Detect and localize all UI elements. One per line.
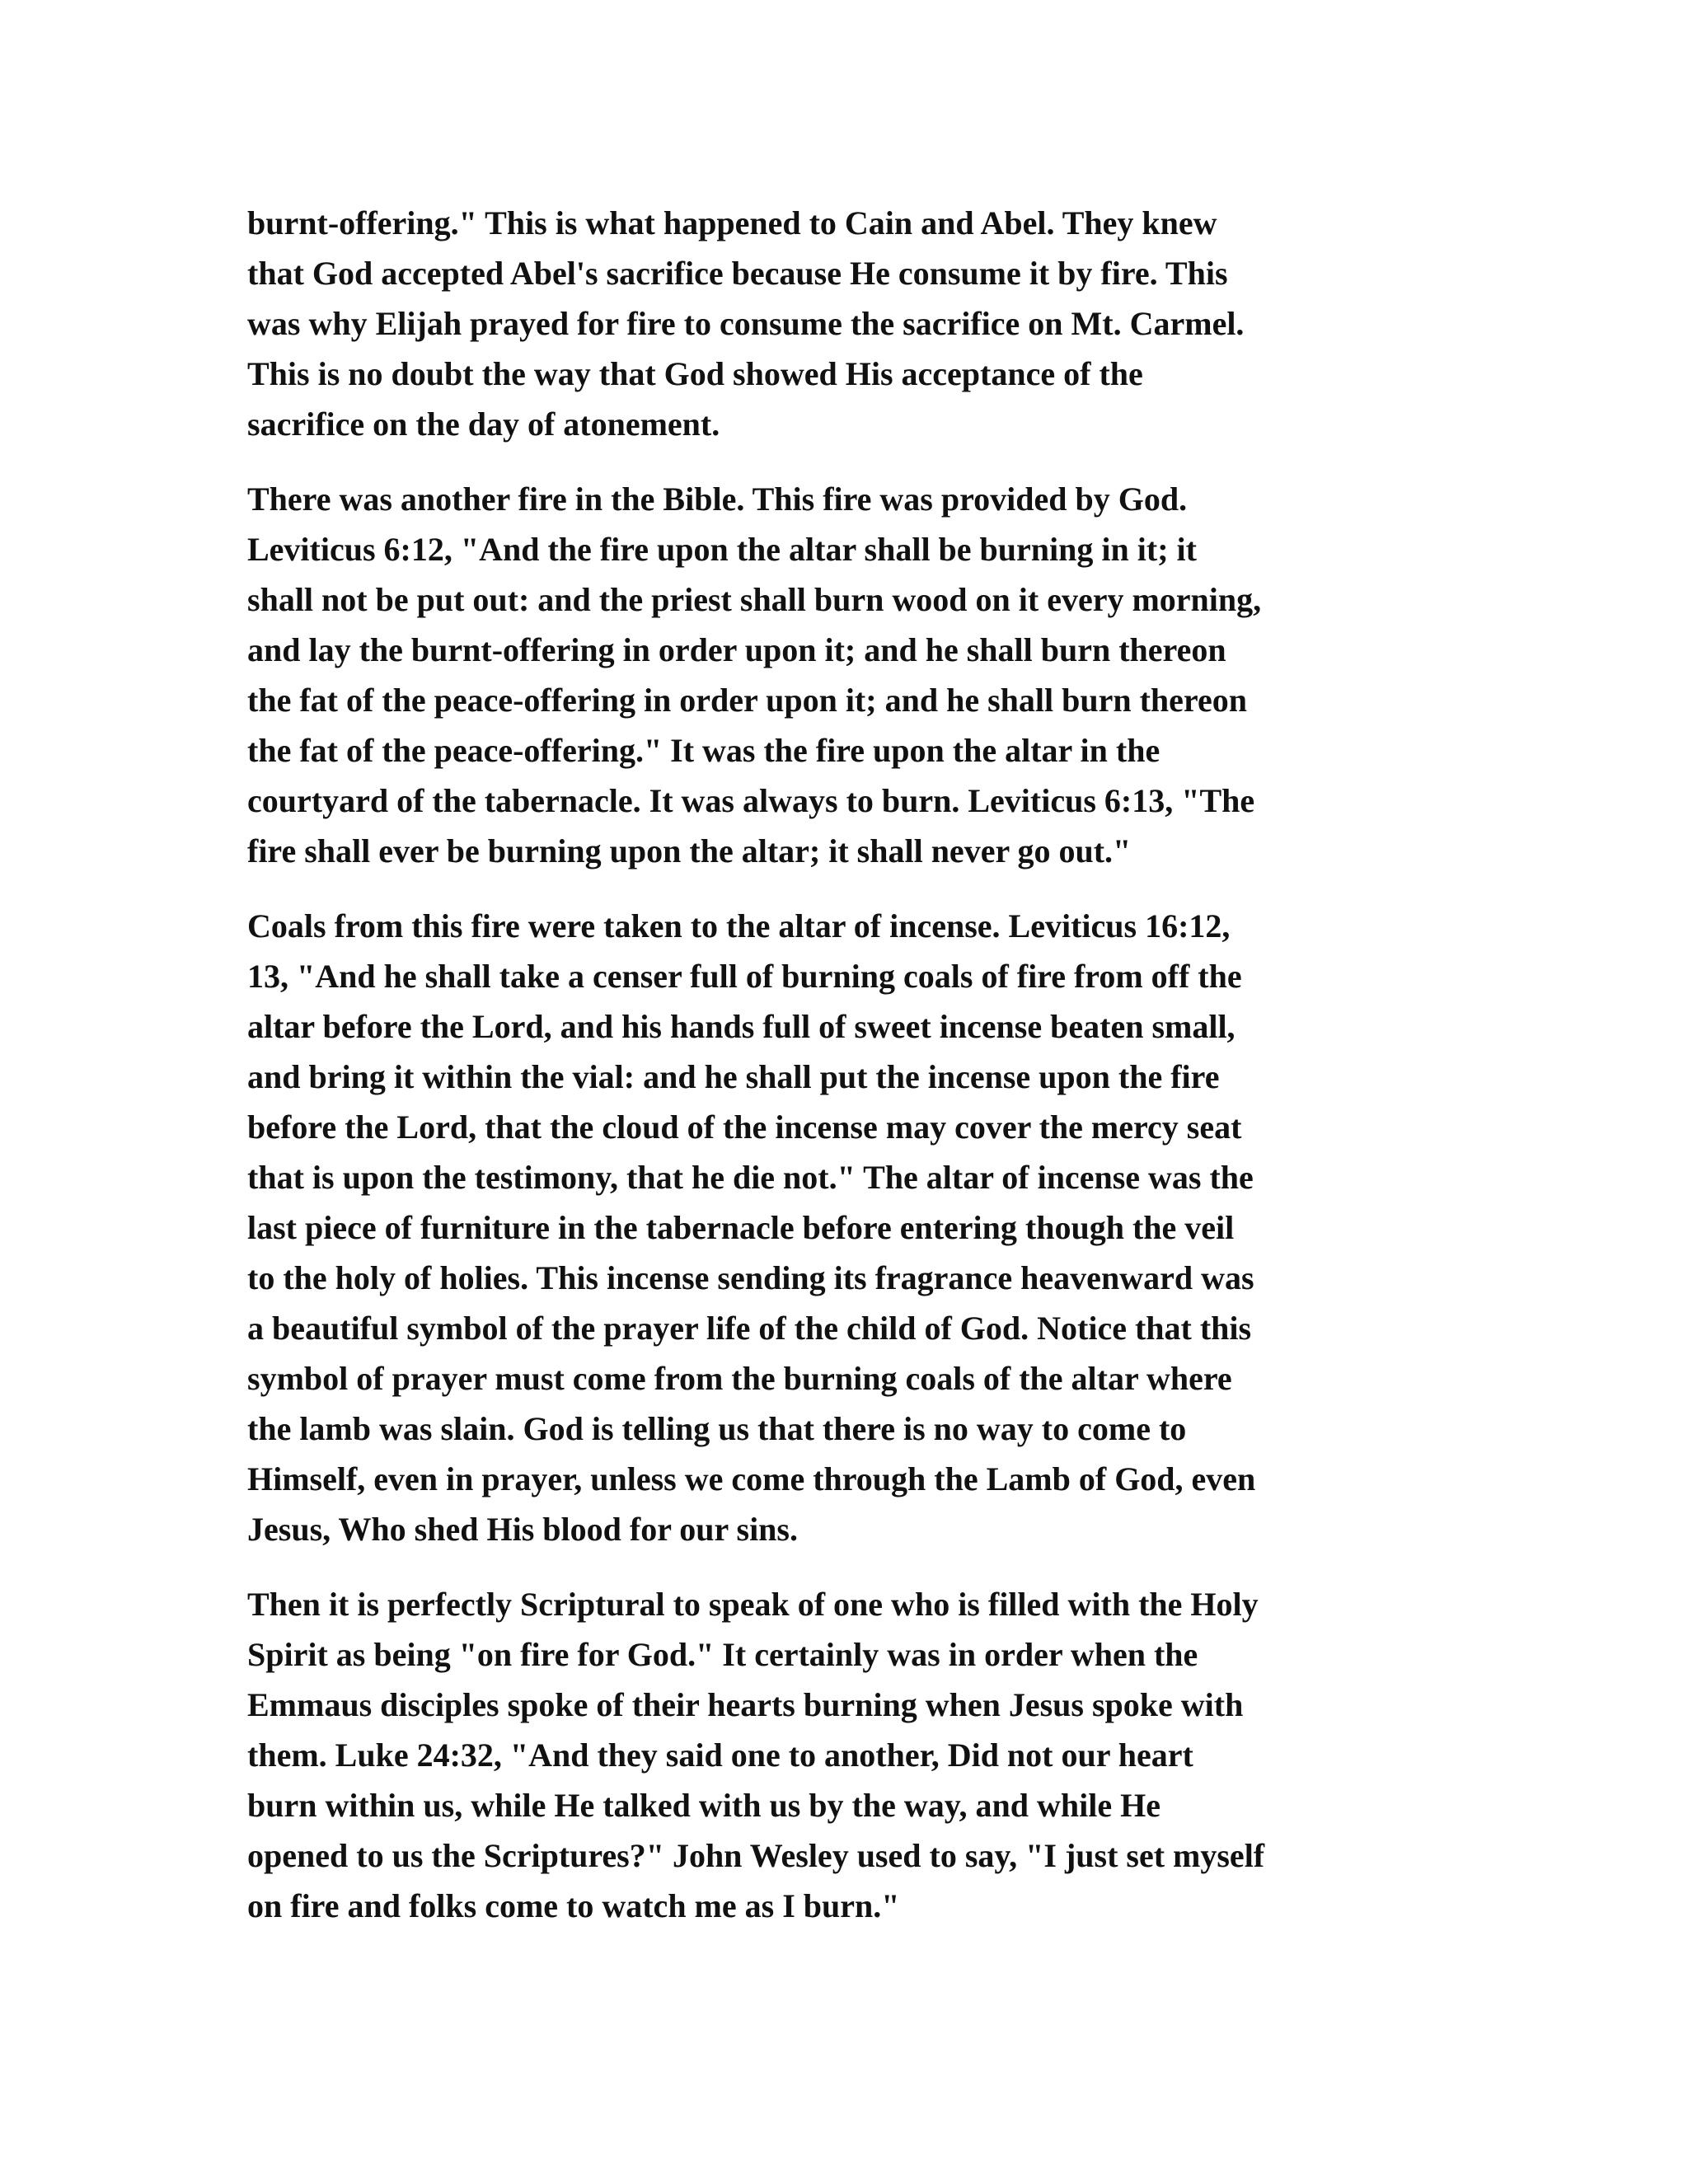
text-line: the lamb was slain. God is telling us that there is no way to come to [247,1410,1187,1447]
text-line: symbol of prayer must come from the burning coals of the altar where [247,1360,1232,1397]
text-line: before the Lord, that the cloud of the incense may cover the mercy seat [247,1108,1242,1146]
text-line: last piece of furniture in the tabernacle before entering though the veil [247,1209,1235,1246]
text-line: on fire and folks come to watch me as I burn." [247,1887,900,1924]
paragraph-3 [247,901,1451,1554]
text-line: the fat of the peace-offering in order upon it; and he shall burn thereon [247,682,1247,719]
text-line: them. Luke 24:32, "And they said one to another, Did not our heart [247,1736,1193,1774]
text-line: Jesus, Who shed His blood for our sins. [247,1511,798,1548]
paragraph-2 [247,474,1451,876]
text-line: burn within us, while He talked with us by the way, and while He [247,1787,1160,1824]
text-line: fire shall ever be burning upon the altar; it shall never go out." [247,832,1132,869]
text-line: Leviticus 6:12, "And the fire upon the altar shall be burning in it; it [247,531,1197,568]
text-line: burnt-offering." This is what happened to Cain and Abel. They knew [247,204,1217,241]
text-line: sacrifice on the day of atonement. [247,405,720,443]
text-line: courtyard of the tabernacle. It was always to burn. Leviticus 6:13, "The [247,782,1255,819]
document-body [247,198,1451,1956]
text-line: that is upon the testimony, that he die not." The altar of incense was the [247,1159,1254,1196]
text-line: Coals from this fire were taken to the altar of incense. Leviticus 16:12, [247,907,1231,944]
text-line: Then it is perfectly Scriptural to speak of one who is filled with the Holy [247,1586,1259,1623]
text-line: altar before the Lord, and his hands full of sweet incense beaten small, [247,1008,1236,1045]
text-line: Spirit as being "on fire for God." It certainly was in order when the [247,1636,1198,1673]
paragraph-1 [247,198,1451,449]
text-line: opened to us the Scriptures?" John Wesley used to say, "I just set myself [247,1837,1265,1874]
text-line: the fat of the peace-offering." It was the fire upon the altar in the [247,732,1160,769]
paragraph-4 [247,1579,1451,1931]
text-line: that God accepted Abel's sacrifice because He consume it by fire. This [247,255,1228,292]
text-line: This is no doubt the way that God showed His acceptance of the [247,355,1143,392]
text-line: to the holy of holies. This incense sending its fragrance heavenward was [247,1259,1254,1296]
text-line: Emmaus disciples spoke of their hearts burning when Jesus spoke with [247,1686,1244,1723]
text-line: 13, "And he shall take a censer full of burning coals of fire from off the [247,958,1242,995]
text-line: Himself, even in prayer, unless we come through the Lamb of God, even [247,1460,1256,1497]
text-line: a beautiful symbol of the prayer life of the child of God. Notice that this [247,1310,1252,1347]
text-line: There was another fire in the Bible. This fire was provided by God. [247,480,1188,518]
text-line: was why Elijah prayed for fire to consume the sacrifice on Mt. Carmel. [247,305,1245,342]
text-line: and lay the burnt-offering in order upon it; and he shall burn thereon [247,631,1226,668]
text-line: and bring it within the vial: and he shall put the incense upon the fire [247,1058,1220,1095]
text-line: shall not be put out: and the priest shall burn wood on it every morning, [247,581,1262,618]
